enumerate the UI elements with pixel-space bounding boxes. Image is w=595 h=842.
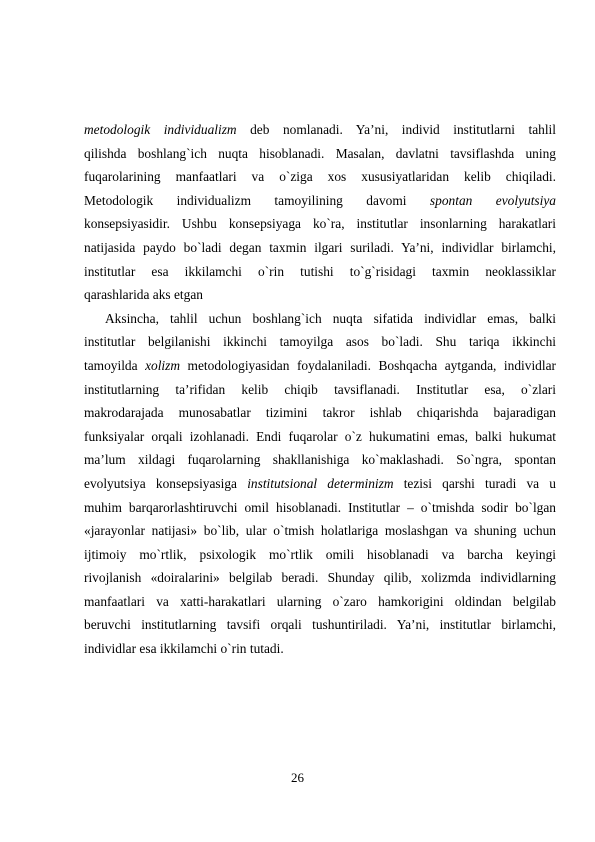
text-line	[84, 236, 556, 260]
italic-term: spontan evolyutsiya	[429, 192, 556, 208]
text-line	[84, 189, 556, 213]
text-segment: konsepsiyasidir. Ushbu konsepsiyaga ko`ra, institutlar insonlarning harakatlari	[84, 216, 556, 232]
text-line	[84, 472, 556, 496]
page-number: 26	[291, 770, 304, 785]
text-line	[84, 165, 556, 189]
text-line	[84, 260, 556, 284]
italic-term: xolizm	[145, 357, 181, 373]
text-line	[84, 566, 556, 590]
body-text	[84, 118, 556, 661]
text-line	[84, 543, 556, 567]
text-line	[84, 637, 556, 661]
text-segment: funksiyalar orqali izohlanadi. Endi fuqarolar o`z hukumatini emas, balki hukumat	[84, 428, 556, 444]
text-line	[84, 519, 556, 543]
text-line	[84, 354, 556, 378]
text-segment: evolyutsiya konsepsiyasiga	[84, 475, 248, 491]
text-line	[84, 590, 556, 614]
text-segment: natijasida paydo bo`ladi degan taxmin ilgari suriladi. Ya’ni, individlar birlamchi,	[84, 239, 556, 255]
text-segment: qarashlarida aks etgan	[84, 287, 203, 303]
text-segment: tezisi qarshi turadi va u	[393, 475, 556, 491]
text-line	[84, 212, 556, 236]
text-line	[84, 330, 556, 354]
text-line	[84, 425, 556, 449]
text-line	[84, 613, 556, 637]
text-segment: ijtimoiy mo`rtlik, psixologik mo`rtlik omili hisoblanadi va barcha keyingi	[84, 546, 556, 562]
text-line	[84, 142, 556, 166]
text-line	[84, 448, 556, 472]
text-segment: institutlar esa ikkilamchi o`rin tutishi to`g`risidagi taxmin neoklassiklar	[84, 263, 556, 279]
text-line	[84, 283, 556, 307]
text-line	[84, 496, 556, 520]
text-segment: tamoyilda	[84, 357, 146, 373]
text-line	[84, 307, 556, 331]
text-segment: Aksincha, tahlil uchun boshlang`ich nuqta sifatida individlar emas, balki	[105, 310, 556, 326]
text-segment: qilishda boshlang`ich nuqta hisoblanadi. Masalan, davlatni tavsiflashda uning	[84, 145, 556, 161]
text-segment: metodologiyasidan foydalaniladi. Boshqacha aytganda, individlar	[180, 357, 556, 373]
text-line	[84, 401, 556, 425]
text-segment: individlar esa ikkilamchi o`rin tutadi.	[84, 641, 284, 657]
text-segment: rivojlanish «doiralarini» belgilab beradi. Shunday qilib, xolizmda individlarning	[84, 570, 556, 586]
text-segment: ma’lum xildagi fuqarolarning shakllanishiga ko`maklashadi. So`ngra, spontan	[84, 452, 556, 468]
text-segment: Metodologik individualizm tamoyilining davomi	[84, 192, 430, 208]
text-segment: makrodarajada munosabatlar tizimini takror ishlab chiqarishda bajaradigan	[84, 405, 556, 421]
text-segment: beruvchi institutlarning tavsifi orqali tushuntiriladi. Ya’ni, institutlar birlamchi,	[84, 617, 556, 633]
italic-term: institutsional determinizm	[247, 475, 394, 491]
text-segment: manfaatlari va xatti-harakatlari ularning o`zaro hamkorigini oldindan belgilab	[84, 593, 556, 609]
text-line	[84, 118, 556, 142]
text-segment: fuqarolarining manfaatlari va o`ziga xos xususiyatlaridan kelib chiqiladi.	[84, 169, 556, 185]
text-segment: «jarayonlar natijasi» bo`lib, ular o`tmish holatlariga moslashgan va shuning uchun	[84, 523, 556, 539]
text-line	[84, 378, 556, 402]
text-segment: institutlar belgilanishi ikkinchi tamoyilga asos bo`ladi. Shu tariqa ikkinchi	[84, 334, 556, 350]
italic-term: metodologik individualizm	[84, 122, 237, 137]
text-segment: muhim barqarorlashtiruvchi omil hisoblanadi. Institutlar – o`tmishda sodir bo`lgan	[84, 499, 556, 515]
text-segment: institutlarning ta’rifidan kelib chiqib tavsiflanadi. Institutlar esa, o`zlari	[84, 381, 556, 397]
text-segment: deb nomlanadi. Ya’ni, individ institutlarni tahlil	[236, 122, 557, 137]
